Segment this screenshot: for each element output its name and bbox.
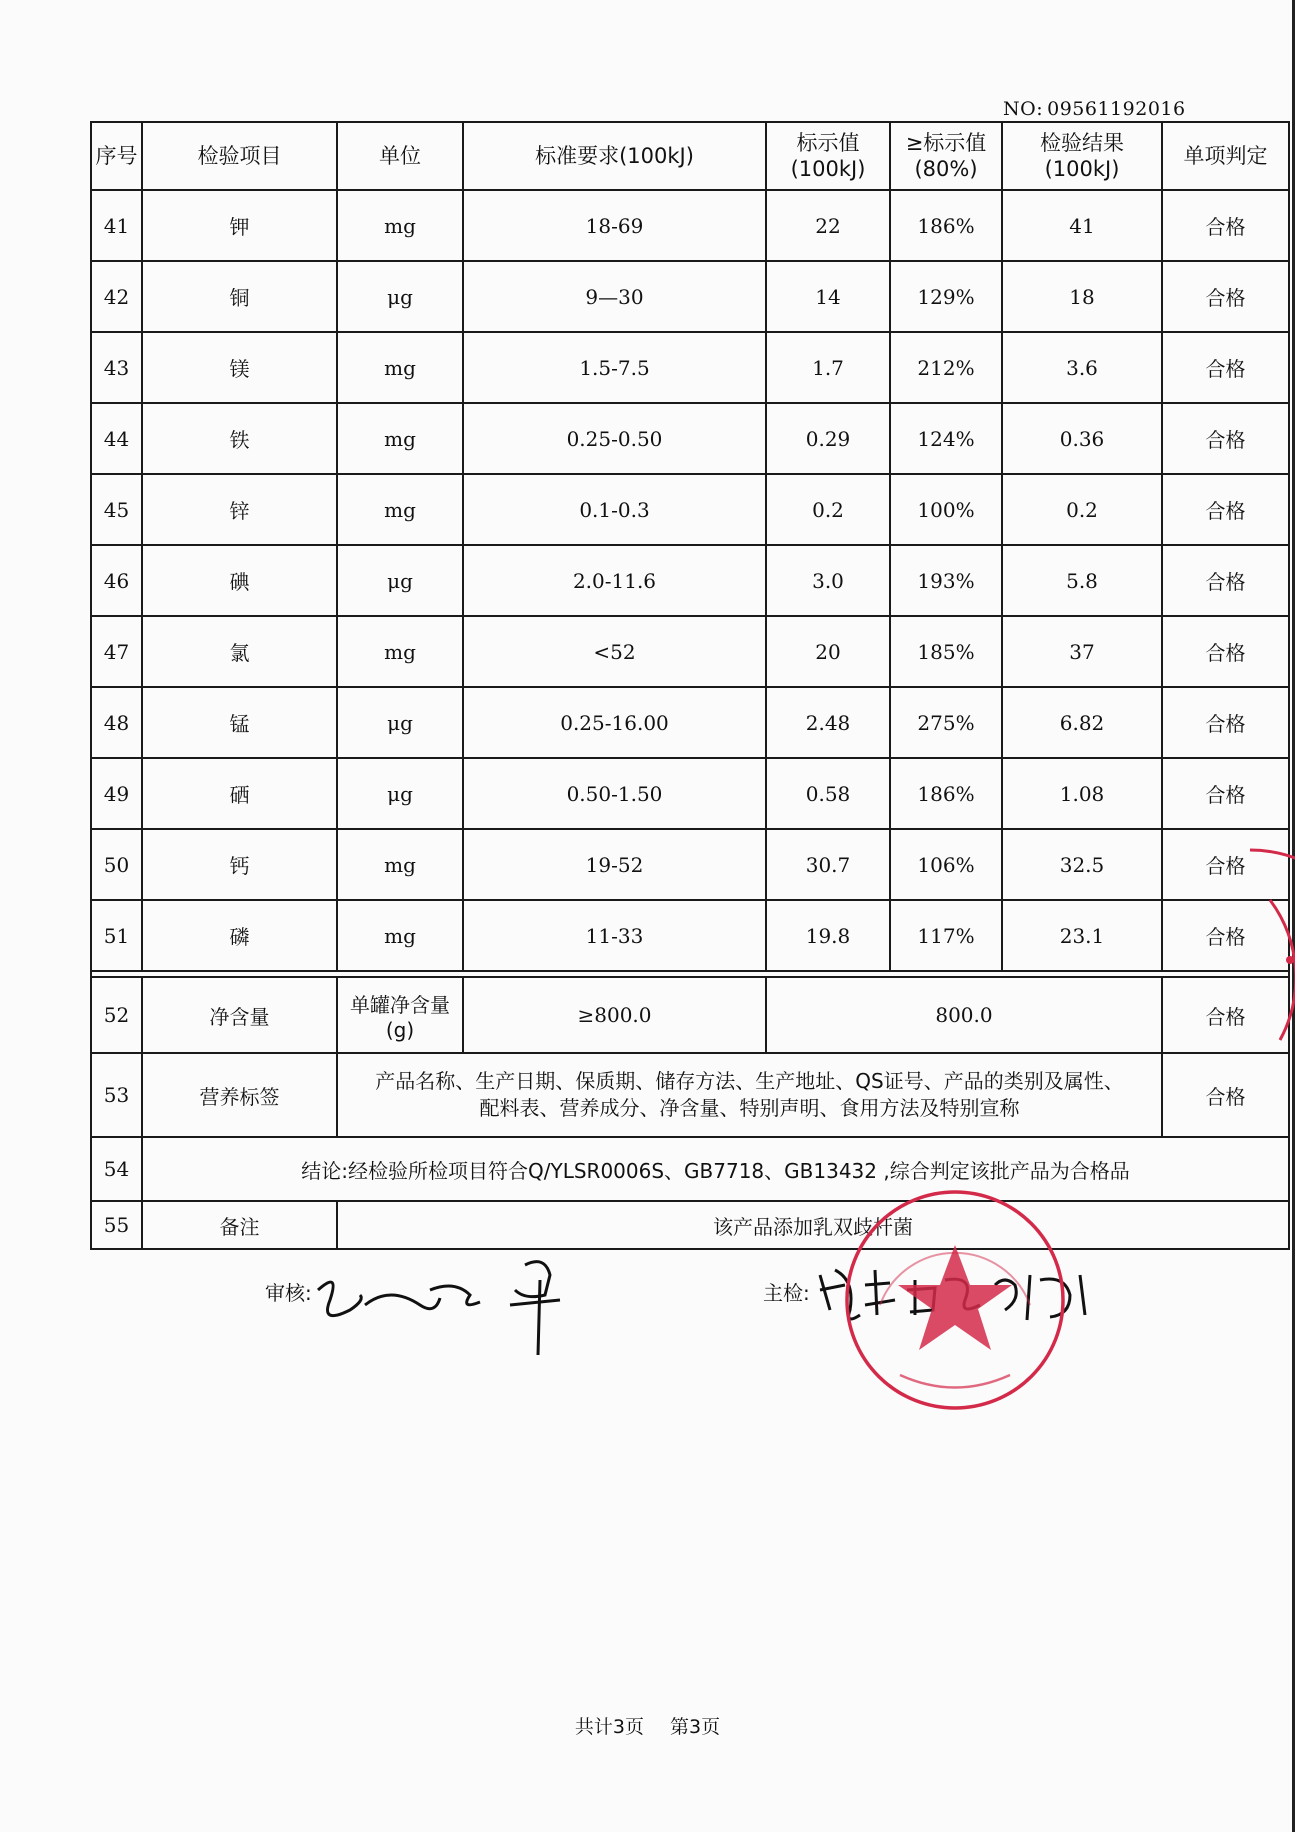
cell-seq: 41 [91,190,142,261]
cell-item: 铁 [142,403,337,474]
cell-seq: 54 [91,1137,142,1201]
cell-result: 41 [1002,190,1162,261]
cell-verdict: 合格 [1162,758,1289,829]
table-row [91,829,1289,900]
cell-conclusion: 结论:经检验所检项目符合Q/YLSR0006S、GB7718、GB13432 ,综合判定该批产品为合格品 [142,1137,1289,1201]
cell-label-value: 0.2 [766,474,890,545]
cell-pct: 100% [890,474,1002,545]
cell-seq: 46 [91,545,142,616]
footer-current-page: 第3页 [670,1716,721,1738]
table-row [91,261,1289,332]
table-row [91,545,1289,616]
conclusion-row [91,1137,1289,1201]
cell-item: 镁 [142,332,337,403]
cell-standard: 2.0-11.6 [463,545,766,616]
header-label-value [766,122,890,190]
cell-seq: 53 [91,1053,142,1137]
cell-unit: mg [337,403,463,474]
signature-area [0,1250,1295,1390]
cell-unit [337,977,463,1053]
cell-item: 营养标签 [142,1053,337,1137]
cell-label-value: 3.0 [766,545,890,616]
cell-pct: 186% [890,190,1002,261]
cell-item: 钾 [142,190,337,261]
footer-total-pages: 共计3页 [574,1716,644,1738]
cell-verdict: 合格 [1162,616,1289,687]
cell-item: 备注 [142,1201,337,1249]
net-content-row [91,977,1289,1053]
cell-result: 6.82 [1002,687,1162,758]
cell-unit: μg [337,545,463,616]
cell-label-value: 2.48 [766,687,890,758]
cell-unit: μg [337,261,463,332]
cell-standard: ≥800.0 [463,977,766,1053]
header-unit: 单位 [337,122,463,190]
cell-unit: μg [337,758,463,829]
cell-result: 0.2 [1002,474,1162,545]
header-pct-line1: ≥标示值 [905,131,987,155]
cell-item: 净含量 [142,977,337,1053]
cell-verdict: 合格 [1162,545,1289,616]
cell-label-value: 19.8 [766,900,890,971]
cell-standard: 1.5-7.5 [463,332,766,403]
cell-standard: 0.1-0.3 [463,474,766,545]
header-standard: 标准要求(100kJ) [463,122,766,190]
cell-standard: 19-52 [463,829,766,900]
document-number-label: NO: [1003,98,1044,120]
cell-seq: 51 [91,900,142,971]
cell-unit: mg [337,332,463,403]
cell-result: 32.5 [1002,829,1162,900]
cell-unit: mg [337,900,463,971]
inspector-label: 主检: [763,1281,810,1305]
cell-pct: 212% [890,332,1002,403]
cell-standard: 0.25-0.50 [463,403,766,474]
cell-seq: 42 [91,261,142,332]
cell-verdict: 合格 [1162,403,1289,474]
cell-unit: mg [337,829,463,900]
cell-item: 硒 [142,758,337,829]
cell-label-value: 1.7 [766,332,890,403]
cell-item: 锰 [142,687,337,758]
cell-result: 0.36 [1002,403,1162,474]
inspection-table [90,121,1290,1250]
cell-result: 3.6 [1002,332,1162,403]
cell-seq: 45 [91,474,142,545]
header-pct-line2: (80%) [914,157,978,181]
table-row [91,190,1289,261]
reviewer-signature-icon [310,1250,590,1360]
nutrition-label-row [91,1053,1289,1137]
cell-seq: 44 [91,403,142,474]
cell-label-value: 20 [766,616,890,687]
header-result [1002,122,1162,190]
cell-standard: 0.50-1.50 [463,758,766,829]
cell-pct: 106% [890,829,1002,900]
cell-verdict: 合格 [1162,332,1289,403]
cell-result: 800.0 [766,977,1162,1053]
cell-label-value: 0.29 [766,403,890,474]
table-row [91,900,1289,971]
cell-remark: 该产品添加乳双歧杆菌 [337,1201,1289,1249]
table-row [91,332,1289,403]
cell-item: 钙 [142,829,337,900]
cell-unit-line2: (g) [385,1017,415,1042]
cell-standard: 18-69 [463,190,766,261]
header-label-value-line1: 标示值 [796,131,860,155]
document-number-value: 09561192016 [1047,98,1186,120]
header-item: 检验项目 [142,122,337,190]
label-content-line2: 配料表、营养成分、净含量、特别声明、食用方法及特别宣称 [479,1096,1020,1120]
cell-standard: 0.25-16.00 [463,687,766,758]
cell-seq: 43 [91,332,142,403]
cell-verdict: 合格 [1162,900,1289,971]
reviewer-label: 审核: [265,1281,312,1305]
cell-seq: 55 [91,1201,142,1249]
cell-seq: 52 [91,977,142,1053]
cell-seq: 47 [91,616,142,687]
cell-label-value: 22 [766,190,890,261]
header-pct [890,122,1002,190]
cell-verdict: 合格 [1162,474,1289,545]
table-row [91,687,1289,758]
cell-pct: 275% [890,687,1002,758]
cell-pct: 186% [890,758,1002,829]
cell-standard: 11-33 [463,900,766,971]
cell-standard: 9—30 [463,261,766,332]
header-verdict: 单项判定 [1162,122,1289,190]
table-row [91,616,1289,687]
cell-unit-line1: 单罐净含量 [350,992,450,1017]
cell-verdict: 合格 [1162,977,1289,1053]
table-header-row [91,122,1289,190]
document-number [1003,98,1186,120]
table-row [91,758,1289,829]
cell-verdict: 合格 [1162,190,1289,261]
cell-result: 5.8 [1002,545,1162,616]
cell-standard: <52 [463,616,766,687]
cell-unit: mg [337,474,463,545]
header-label-value-line2: (100kJ) [790,157,866,181]
partial-stamp-icon [1240,840,1295,1070]
cell-seq: 49 [91,758,142,829]
cell-result: 1.08 [1002,758,1162,829]
cell-pct: 117% [890,900,1002,971]
cell-item: 锌 [142,474,337,545]
cell-verdict: 合格 [1162,1053,1289,1137]
cell-item: 氯 [142,616,337,687]
cell-result: 23.1 [1002,900,1162,971]
remark-row [91,1201,1289,1249]
cell-unit: μg [337,687,463,758]
cell-label-value: 30.7 [766,829,890,900]
cell-result: 18 [1002,261,1162,332]
cell-verdict: 合格 [1162,829,1289,900]
label-content-line1: 产品名称、生产日期、保质期、储存方法、生产地址、QS证号、产品的类别及属性、 [375,1069,1124,1093]
cell-unit: mg [337,616,463,687]
cell-label-value: 0.58 [766,758,890,829]
header-result-line2: (100kJ) [1044,157,1120,181]
table-row [91,474,1289,545]
cell-verdict: 合格 [1162,687,1289,758]
cell-item: 磷 [142,900,337,971]
cell-verdict: 合格 [1162,261,1289,332]
cell-pct: 193% [890,545,1002,616]
header-seq: 序号 [91,122,142,190]
table-row [91,403,1289,474]
company-seal-icon [840,1185,1070,1415]
cell-label-content [337,1053,1162,1137]
cell-unit: mg [337,190,463,261]
cell-seq: 48 [91,687,142,758]
header-result-line1: 检验结果 [1040,131,1124,155]
cell-result: 37 [1002,616,1162,687]
cell-pct: 129% [890,261,1002,332]
page-footer [0,1712,1295,1739]
cell-pct: 124% [890,403,1002,474]
cell-item: 铜 [142,261,337,332]
cell-item: 碘 [142,545,337,616]
cell-pct: 185% [890,616,1002,687]
cell-label-value: 14 [766,261,890,332]
cell-seq: 50 [91,829,142,900]
